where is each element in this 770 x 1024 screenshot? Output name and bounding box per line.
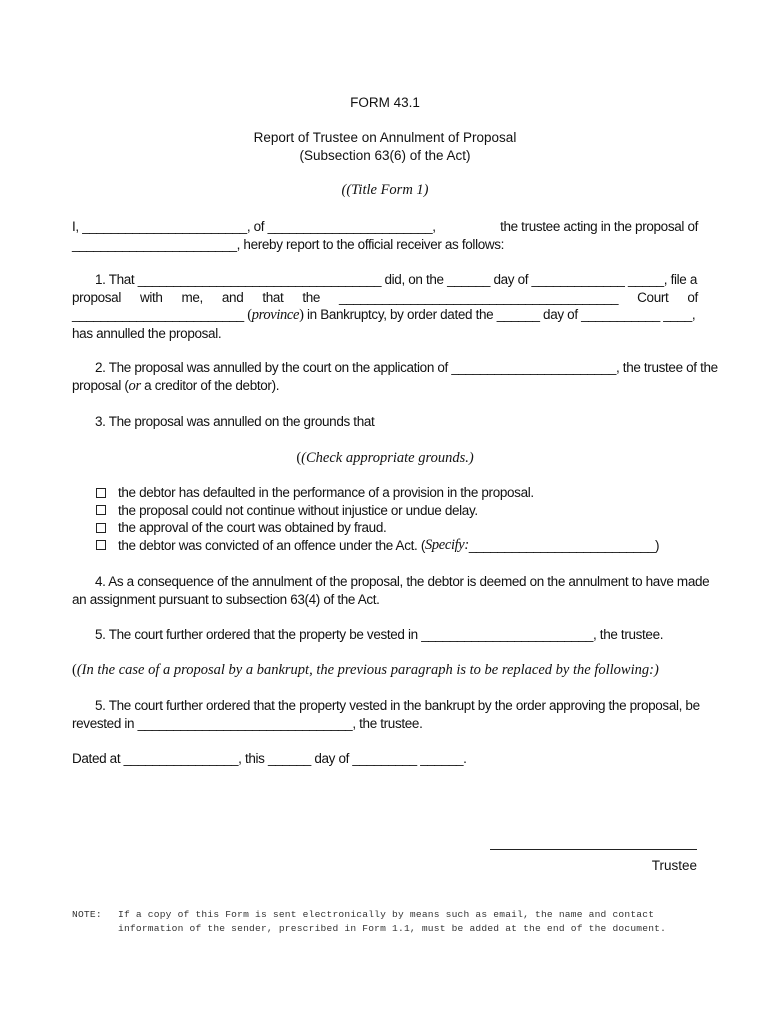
check-grounds-note: ((Check appropriate grounds.) — [296, 450, 474, 466]
ground-item — [96, 537, 696, 555]
note-text — [118, 908, 698, 936]
para1-line-4: has annulled the proposal. — [72, 325, 222, 341]
para1-line-3: ________________________ (province) in Bankruptcy, by order dated the ______ day of ___________ ____, — [72, 307, 696, 323]
para1-word: proposal — [72, 289, 121, 305]
checkbox[interactable] — [96, 540, 106, 550]
para2-post: a creditor of the debtor). — [140, 377, 280, 393]
para1-word: the — [302, 289, 321, 305]
signature-line[interactable] — [490, 849, 697, 850]
paragraph-5a — [72, 626, 698, 644]
para2-pre: proposal ( — [72, 377, 129, 393]
para1-blank: ________________________ — [72, 307, 244, 322]
check-note-text: (Check appropriate grounds.) — [301, 450, 474, 466]
ground-label: the proposal could not continue without injustice or undue delay. — [118, 502, 478, 518]
ground-item — [96, 484, 696, 502]
note-line-1: If a copy of this Form is sent electronically by means such as email, the name and contact — [118, 909, 655, 920]
checkbox[interactable] — [96, 488, 106, 498]
form-number: FORM 43.1 — [350, 95, 420, 110]
intro-line-1-left: I, _______________________, of _______________________, — [72, 219, 436, 234]
note-line-2: information of the sender, prescribed in Form 1.1, must be added at the end of the document. — [118, 923, 667, 934]
para1-word: and — [221, 289, 244, 305]
title-form-label: ((Title Form 1) — [341, 182, 429, 198]
specify-blank: __________________________) — [468, 537, 660, 553]
para5b-line-2: revested in ______________________________, the trustee. — [72, 715, 423, 731]
dated-line: Dated at ________________, this ______ day of _________ ______. — [72, 751, 467, 766]
paragraph-3 — [72, 413, 698, 431]
para3-line-1: 3. The proposal was annulled on the grounds that — [95, 414, 375, 429]
note-label: NOTE: — [72, 909, 102, 920]
para2-line-1: 2. The proposal was annulled by the court on the application of _______________________, the trustee of the — [95, 360, 718, 375]
intro-line-1 — [72, 218, 698, 236]
para1-line-1: 1. That __________________________________ did, on the ______ day of _____________ _____, file a — [95, 272, 697, 287]
para1-word: _______________________________________ — [339, 289, 619, 305]
ground-label: the approval of the court was obtained by fraud. — [118, 520, 387, 535]
paragraph-2 — [72, 359, 718, 395]
para4-line-1: 4. As a consequence of the annulment of the proposal, the debtor is deemed on the annulment to have made — [95, 574, 710, 589]
intro-line-2: _______________________, hereby report to the official receiver as follows: — [72, 236, 505, 252]
specify-label: Specify: — [424, 536, 469, 553]
ground-label: the debtor was convicted of an offence under the Act. ( — [118, 537, 425, 553]
para2-line-2 — [72, 377, 698, 396]
para1-word: of — [687, 289, 698, 305]
intro-paragraph — [72, 218, 698, 253]
paragraph-1 — [72, 271, 698, 342]
para5a-line-1: 5. The court further ordered that the property be vested in ________________________, the trustee. — [95, 627, 664, 642]
signature-label: Trustee — [651, 858, 697, 873]
para1-line-3-rest: in Bankruptcy, by order dated the ______ day of ___________ ____, — [306, 307, 696, 322]
grounds-checklist — [96, 484, 696, 554]
para1-word: Court — [637, 289, 669, 305]
para1-word: that — [262, 289, 284, 305]
checkbox[interactable] — [96, 523, 106, 533]
para5b-line-1: 5. The court further ordered that the property vested in the bankrupt by the order approving the proposal, be — [95, 698, 700, 713]
para1-word: me, — [181, 289, 203, 305]
checkbox[interactable] — [96, 505, 106, 515]
paragraph-5b — [72, 697, 698, 732]
replacement-note: ((In the case of a proposal by a bankrupt, the previous paragraph is to be replaced by the following:) — [72, 662, 659, 678]
intro-line-1-right: the trustee acting in the proposal of — [500, 219, 698, 234]
para1-line-2 — [72, 289, 698, 307]
form-subsection: (Subsection 63(6) of the Act) — [299, 148, 471, 163]
ground-item — [96, 519, 696, 537]
or-label: or — [128, 377, 141, 394]
ground-label: the debtor has defaulted in the performance of a provision in the proposal. — [118, 485, 534, 500]
replacement-note-text: (In the case of a proposal by a bankrupt, the previous paragraph is to be replaced by the following:) — [76, 662, 659, 678]
para1-word: with — [139, 289, 163, 305]
ground-item — [96, 502, 696, 520]
form-title: Report of Trustee on Annulment of Proposal — [253, 130, 517, 145]
para4-line-2: an assignment pursuant to subsection 63(4) of the Act. — [72, 591, 380, 607]
paragraph-4 — [72, 573, 710, 608]
title-form-text: (Title Form 1) — [346, 182, 429, 198]
province-label: province — [251, 307, 300, 323]
